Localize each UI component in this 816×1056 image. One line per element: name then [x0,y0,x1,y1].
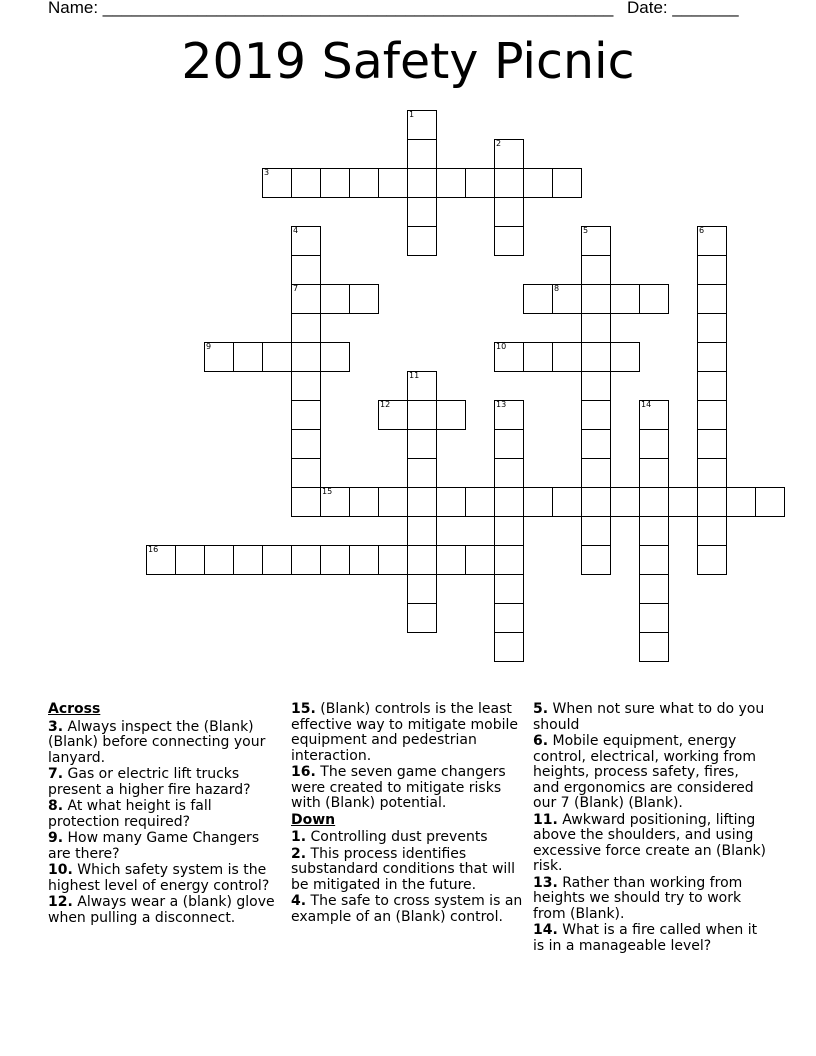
clue-number: 11 [409,371,420,380]
grid-cell[interactable] [639,545,669,575]
grid-cell[interactable] [581,487,611,517]
grid-cell[interactable] [610,342,640,372]
grid-cell[interactable] [639,516,669,546]
clue-down-11: 11. Awkward positioning, lifting above the shoulders, and using excessive force create an (Blank) risk. [533,811,767,874]
grid-cell[interactable] [465,487,495,517]
grid-cell[interactable] [697,516,727,546]
grid-cell[interactable] [436,400,466,430]
grid-cell[interactable] [581,313,611,343]
clue-number: 1 [409,110,415,119]
grid-cell[interactable] [233,545,263,575]
clue-number: 7 [293,284,299,293]
grid-cell[interactable] [726,487,756,517]
grid-cell[interactable] [494,429,524,459]
grid-cell[interactable] [407,429,437,459]
grid-cell[interactable] [465,168,495,198]
clue-number: 6 [699,226,705,235]
grid-cell[interactable] [349,168,379,198]
grid-cell[interactable] [697,458,727,488]
across-heading: Across [48,701,101,717]
grid-cell[interactable] [610,284,640,314]
grid-cell[interactable] [291,400,321,430]
grid-cell[interactable] [407,168,437,198]
grid-cell[interactable] [465,545,495,575]
grid-cell[interactable] [552,284,582,314]
clue-number: 9 [206,342,212,351]
grid-cell[interactable] [639,574,669,604]
grid-cell[interactable] [146,545,176,575]
grid-cell[interactable] [494,458,524,488]
grid-cell[interactable] [668,487,698,517]
grid-cell[interactable] [523,487,553,517]
clue-across-7: 7. Gas or electric lift trucks present a higher fire hazard? [48,766,251,798]
date-field: Date: _______ [627,0,739,17]
grid-cell[interactable] [552,487,582,517]
clue-number: 10 [496,342,507,351]
grid-cell[interactable] [494,574,524,604]
grid-cell[interactable] [697,313,727,343]
grid-cell[interactable] [204,342,234,372]
grid-cell[interactable] [204,545,234,575]
grid-cell[interactable] [494,516,524,546]
name-field: Name: ______________________________________________________ [48,0,614,17]
grid-cell[interactable] [697,487,727,517]
grid-cell[interactable] [320,342,350,372]
grid-cell[interactable] [175,545,205,575]
grid-cell[interactable] [436,545,466,575]
grid-cell[interactable] [552,342,582,372]
grid-cell[interactable] [581,429,611,459]
grid-cell[interactable] [697,284,727,314]
clue-number: 14 [641,400,652,409]
down-heading: Down [291,811,336,828]
grid-cell[interactable] [291,342,321,372]
grid-cell[interactable] [494,400,524,430]
grid-cell[interactable] [581,545,611,575]
grid-cell[interactable] [291,255,321,285]
grid-cell[interactable] [697,545,727,575]
grid-cell[interactable] [320,168,350,198]
clue-down-6: 6. Mobile equipment, energy control, electrical, working from heights, process safety, fires, and ergonomics are considered our 7 (Blank) (Blank). [533,733,757,811]
grid-cell[interactable] [581,516,611,546]
grid-cell[interactable] [378,400,408,430]
grid-cell[interactable] [494,342,524,372]
grid-cell[interactable] [291,226,321,256]
grid-cell[interactable] [639,400,669,430]
grid-cell[interactable] [494,603,524,633]
grid-cell[interactable] [407,400,437,430]
grid-cell[interactable] [494,487,524,517]
clue-down-13: 13. Rather than working from heights we should try to work from (Blank). [533,874,743,922]
clue-down-4: 4. The safe to cross system is an example of an (Blank) control. [291,893,523,925]
clue-across-8: 8. At what height is fall protection required? [48,798,212,830]
grid-cell[interactable] [610,487,640,517]
grid-cell[interactable] [262,545,292,575]
grid-cell[interactable] [378,487,408,517]
grid-cell[interactable] [349,284,379,314]
grid-cell[interactable] [407,110,437,140]
grid-cell[interactable] [494,197,524,227]
grid-cell[interactable] [697,371,727,401]
grid-cell[interactable] [523,168,553,198]
clue-number: 5 [583,226,589,235]
grid-cell[interactable] [755,487,785,517]
grid-cell[interactable] [407,197,437,227]
grid-cell[interactable] [697,400,727,430]
grid-cell[interactable] [407,226,437,256]
clue-down-5: 5. When not sure what to do you should [533,701,765,733]
clue-across-12: 12. Always wear a (blank) glove when pulling a disconnect. [48,894,275,926]
grid-cell[interactable] [233,342,263,372]
grid-cell[interactable] [581,255,611,285]
grid-cell[interactable] [407,458,437,488]
grid-cell[interactable] [291,487,321,517]
grid-cell[interactable] [291,545,321,575]
clues-column-1 [48,702,284,927]
grid-cell[interactable] [291,458,321,488]
grid-cell[interactable] [639,284,669,314]
clue-number: 4 [293,226,299,235]
clue-number: 3 [264,168,270,177]
clue-across-3: 3. Always inspect the (Blank) (Blank) before connecting your lanyard. [48,718,266,766]
grid-cell[interactable] [494,226,524,256]
grid-cell[interactable] [523,342,553,372]
page-title: 2019 Safety Picnic [181,33,635,90]
grid-cell[interactable] [494,632,524,662]
grid-cell[interactable] [291,429,321,459]
grid-cell[interactable] [494,168,524,198]
clue-number: 12 [380,400,391,409]
grid-cell[interactable] [639,429,669,459]
grid-cell[interactable] [407,516,437,546]
grid-cell[interactable] [436,487,466,517]
grid-cell[interactable] [291,168,321,198]
grid-cell[interactable] [697,429,727,459]
grid-cell[interactable] [407,574,437,604]
clue-across-16: 16. The seven game changers were created to mitigate risks with (Blank) potential. [291,764,506,811]
clue-number: 8 [554,284,560,293]
grid-cell[interactable] [407,487,437,517]
clue-across-9: 9. How many Game Changers are there? [48,830,260,862]
clues-column-3 [533,702,769,955]
grid-cell[interactable] [697,226,727,256]
grid-cell[interactable] [378,545,408,575]
grid-cell[interactable] [320,284,350,314]
clue-down-1: 1. Controlling dust prevents [291,829,488,845]
grid-cell[interactable] [407,371,437,401]
clue-down-14: 14. What is a fire called when it is in a manageable level? [533,922,758,954]
grid-cell[interactable] [639,458,669,488]
grid-cell[interactable] [639,632,669,662]
clue-across-15: 15. (Blank) controls is the least effective way to mitigate mobile equipment and pedestrian interaction. [291,701,518,764]
grid-cell[interactable] [581,342,611,372]
clue-across-10: 10. Which safety system is the highest level of energy control? [48,862,270,894]
clue-down-2: 2. This process identifies substandard conditions that will be mitigated in the future. [291,845,516,893]
grid-cell[interactable] [262,342,292,372]
grid-cell[interactable] [639,487,669,517]
clue-number: 13 [496,400,507,409]
grid-cell[interactable] [291,284,321,314]
grid-cell[interactable] [378,168,408,198]
grid-cell[interactable] [262,168,292,198]
grid-cell[interactable] [436,168,466,198]
grid-cell[interactable] [407,545,437,575]
clue-number: 2 [496,139,502,148]
grid-cell[interactable] [320,545,350,575]
grid-cell[interactable] [320,487,350,517]
clue-number: 16 [148,545,159,554]
grid-cell[interactable] [494,545,524,575]
grid-cell[interactable] [407,139,437,169]
grid-cell[interactable] [349,545,379,575]
grid-cell[interactable] [291,313,321,343]
grid-cell[interactable] [581,284,611,314]
grid-cell[interactable] [697,255,727,285]
grid-cell[interactable] [291,371,321,401]
grid-cell[interactable] [581,226,611,256]
grid-cell[interactable] [581,458,611,488]
grid-cell[interactable] [523,284,553,314]
grid-cell[interactable] [639,603,669,633]
clue-number: 15 [322,487,333,496]
grid-cell[interactable] [581,400,611,430]
grid-cell[interactable] [552,168,582,198]
grid-cell[interactable] [494,139,524,169]
grid-cell[interactable] [349,487,379,517]
grid-cell[interactable] [697,342,727,372]
clues-column-2 [291,702,527,926]
grid-cell[interactable] [407,603,437,633]
grid-cell[interactable] [581,371,611,401]
